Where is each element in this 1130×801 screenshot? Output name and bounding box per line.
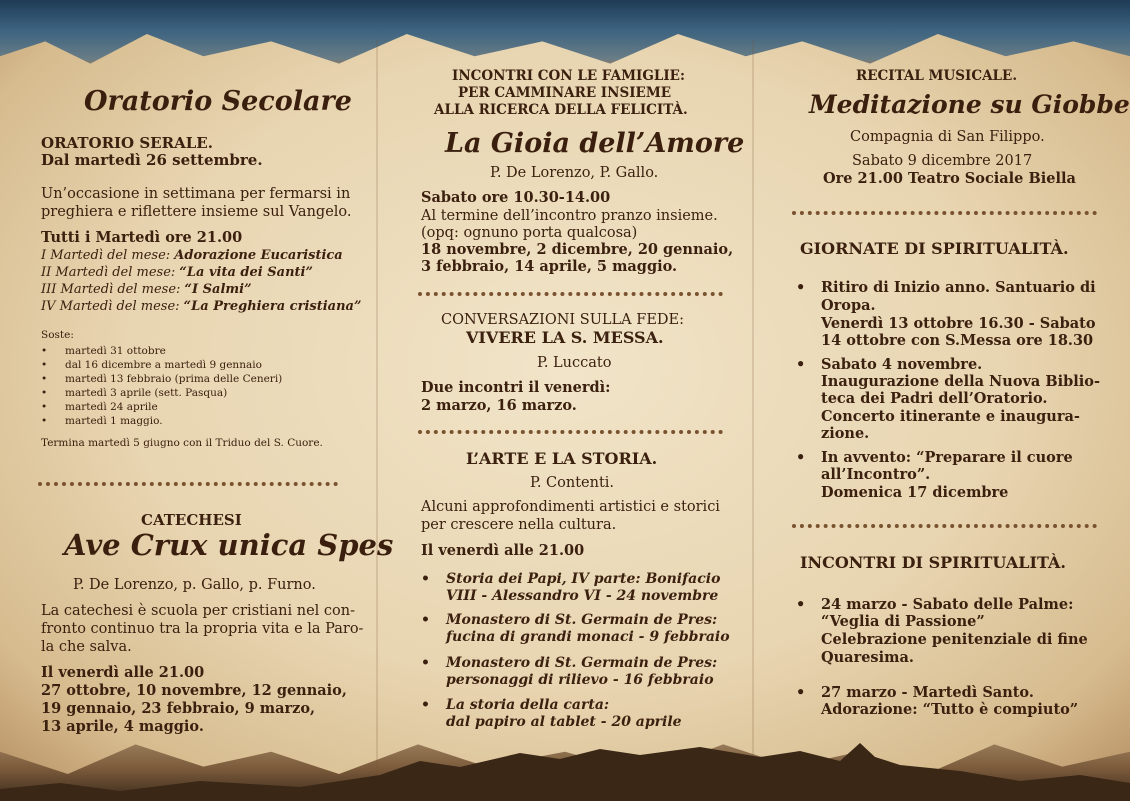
list-item-cont: Inaugurazione della Nuova Biblio- xyxy=(821,373,1100,390)
list-item: • martedì 31 ottobre xyxy=(41,345,166,357)
fold-line xyxy=(752,40,754,780)
catechesi-heading: CATECHESI xyxy=(141,511,242,529)
list-item-cont: 14 ottobre con S.Messa ore 18.30 xyxy=(821,332,1094,349)
divider xyxy=(418,430,723,434)
divider xyxy=(38,482,338,486)
list-item-cont: fucina di grandi monaci - 9 febbraio xyxy=(446,629,730,645)
list-item: • martedì 3 aprile (sett. Pasqua) xyxy=(41,387,228,399)
sabato-line-2: Al termine dell’incontro pranzo insieme. xyxy=(421,208,718,224)
fold-line xyxy=(376,40,378,780)
tutti-martedi: Tutti i Martedì ore 21.00 xyxy=(41,229,243,246)
list-item-cont: personaggi di rilievo - 16 febbraio xyxy=(446,672,714,688)
conversazioni-author: P. Luccato xyxy=(537,355,612,371)
list-item-cont: zione. xyxy=(821,425,870,442)
martedi-2: II Martedì del mese: “La vita dei Santi” xyxy=(41,265,313,280)
list-item-cont: teca dei Padri dell’Oratorio. xyxy=(821,390,1048,407)
incontri-spiritualita-heading: INCONTRI DI SPIRITUALITÀ. xyxy=(800,553,1066,572)
arte-author: P. Contenti. xyxy=(530,475,615,491)
soste-label: Soste: xyxy=(41,329,74,341)
venerdi-dates-2: 19 gennaio, 23 febbraio, 9 marzo, xyxy=(41,700,316,717)
intro-line-1: Un’occasione in settimana per fermarsi in xyxy=(41,186,351,202)
list-item: • In avvento: “Preparare il cuore xyxy=(796,449,1073,466)
conversazioni-line-2: 2 marzo, 16 marzo. xyxy=(421,397,577,414)
list-item-cont: dal papiro al tablet - 20 aprile xyxy=(446,714,682,730)
list-item: • Storia dei Papi, IV parte: Bonifacio xyxy=(421,571,721,587)
famiglie-heading-3: ALLA RICERCA DELLA FELICITÀ. xyxy=(434,102,688,118)
list-item-cont: Venerdì 13 ottobre 16.30 - Sabato xyxy=(821,315,1096,332)
list-item: • 24 marzo - Sabato delle Palme: xyxy=(796,596,1074,613)
list-item: • La storia della carta: xyxy=(421,697,610,713)
catechesi-authors: P. De Lorenzo, p. Gallo, p. Furno. xyxy=(73,577,316,593)
sabato-orario: Sabato ore 10.30-14.00 xyxy=(421,189,611,206)
list-item: • Monastero di St. Germain de Pres: xyxy=(421,612,718,628)
vivere-messa-heading: VIVERE LA S. MESSA. xyxy=(466,328,664,347)
list-item: • Sabato 4 novembre. xyxy=(796,356,983,373)
martedi-3: III Martedì del mese: “I Salmi” xyxy=(41,282,252,297)
landscape-silhouette xyxy=(0,731,1130,801)
sabato-line-3: (opq: ognuno porta qualcosa) xyxy=(421,225,638,241)
recital-time: Ore 21.00 Teatro Sociale Biella xyxy=(823,170,1076,187)
arte-storia-heading: L’ARTE E LA STORIA. xyxy=(466,449,658,468)
list-item-cont: Domenica 17 dicembre xyxy=(821,484,1009,501)
intro-line-2: preghiera e riflettere insieme sul Vangelo. xyxy=(41,204,352,220)
list-item-cont: Quaresima. xyxy=(821,649,914,666)
venerdi-heading: Il venerdì alle 21.00 xyxy=(41,664,205,681)
list-item: • martedì 13 febbraio (prima delle Ceneri) xyxy=(41,373,283,385)
giobbe-title: Meditazione su Giobbe xyxy=(809,90,1130,119)
venerdi-dates-3: 13 aprile, 4 maggio. xyxy=(41,718,204,735)
sabato-dates-1: 18 novembre, 2 dicembre, 20 gennaio, xyxy=(421,241,734,258)
recital-date: Sabato 9 dicembre 2017 xyxy=(852,153,1033,169)
list-item-cont: Adorazione: “Tutto è compiuto” xyxy=(821,701,1079,718)
list-item-cont: VIII - Alessandro VI - 24 novembre xyxy=(446,588,719,604)
gioia-authors: P. De Lorenzo, P. Gallo. xyxy=(490,165,659,181)
gioia-amore-title: La Gioia dell’Amore xyxy=(445,128,745,159)
conversazioni-line-1: Due incontri il venerdì: xyxy=(421,379,611,396)
arte-line-1: Alcuni approfondimenti artistici e storici xyxy=(421,499,720,515)
catechesi-line-3: la che salva. xyxy=(41,639,132,655)
catechesi-line-2: fronto continuo tra la propria vita e la Paro- xyxy=(41,621,364,637)
list-item-cont: “Veglia di Passione” xyxy=(821,613,985,630)
arte-line-2: per crescere nella cultura. xyxy=(421,517,617,533)
recital-heading: RECITAL MUSICALE. xyxy=(856,68,1018,84)
famiglie-heading-2: PER CAMMINARE INSIEME xyxy=(458,85,672,101)
serale-date: Dal martedì 26 settembre. xyxy=(41,151,263,169)
oratorio-secolare-title: Oratorio Secolare xyxy=(84,86,352,117)
giornate-heading: GIORNATE DI SPIRITUALITÀ. xyxy=(800,239,1069,258)
conversazioni-heading: CONVERSAZIONI SULLA FEDE: xyxy=(441,312,684,328)
list-item: • Ritiro di Inizio anno. Santuario di xyxy=(796,279,1096,296)
compagnia-text: Compagnia di San Filippo. xyxy=(850,129,1045,145)
martedi-1: I Martedì del mese: Adorazione Eucaristica xyxy=(41,248,343,263)
list-item: • dal 16 dicembre a martedì 9 gennaio xyxy=(41,359,262,371)
list-item: • martedì 24 aprile xyxy=(41,401,158,413)
sabato-dates-2: 3 febbraio, 14 aprile, 5 maggio. xyxy=(421,258,678,275)
serale-heading: ORATORIO SERALE. xyxy=(41,134,213,152)
list-item-cont: Celebrazione penitenziale di fine xyxy=(821,631,1088,648)
martedi-4: IV Martedì del mese: “La Preghiera cristiana” xyxy=(41,299,362,314)
list-item-cont: all’Incontro”. xyxy=(821,466,931,483)
catechesi-line-1: La catechesi è scuola per cristiani nel con- xyxy=(41,603,355,619)
list-item: • Monastero di St. Germain de Pres: xyxy=(421,655,718,671)
list-item-cont: Concerto itinerante e inaugura- xyxy=(821,408,1080,425)
famiglie-heading-1: INCONTRI CON LE FAMIGLIE: xyxy=(452,68,685,84)
list-item-cont: Oropa. xyxy=(821,297,876,314)
ave-crux-title: Ave Crux unica Spes xyxy=(64,528,394,562)
venerdi-dates-1: 27 ottobre, 10 novembre, 12 gennaio, xyxy=(41,682,347,699)
termina-text: Termina martedì 5 giugno con il Triduo del S. Cuore. xyxy=(41,437,323,449)
divider xyxy=(792,211,1097,215)
divider xyxy=(418,292,723,296)
list-item: • 27 marzo - Martedì Santo. xyxy=(796,684,1034,701)
arte-venerdi: Il venerdì alle 21.00 xyxy=(421,542,585,559)
list-item: • martedì 1 maggio. xyxy=(41,415,163,427)
divider xyxy=(792,524,1097,528)
